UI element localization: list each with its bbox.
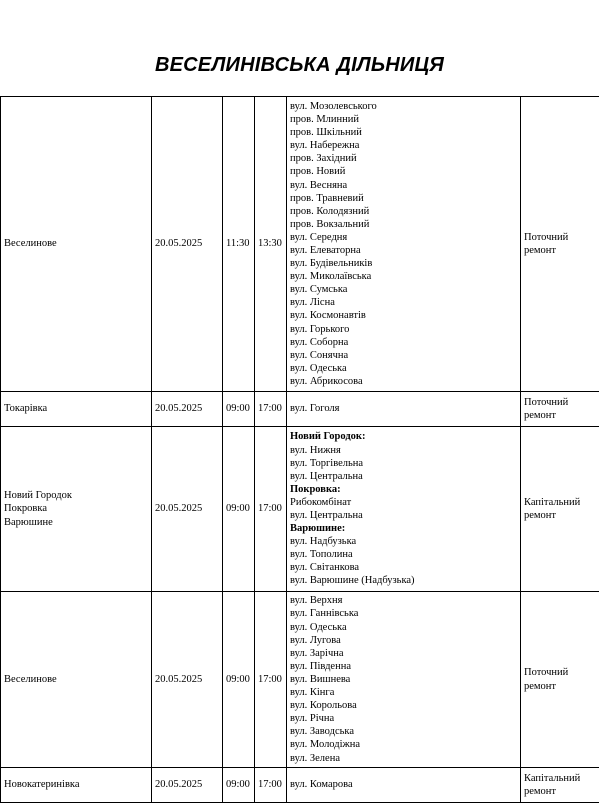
work-type-text: ремонт: [524, 409, 599, 422]
end-time-cell: 17:00: [255, 392, 287, 427]
street-name: пров. Колодязний: [290, 205, 517, 218]
work-type-text: ремонт: [524, 680, 599, 693]
settlement-name: Варюшине: [4, 516, 148, 529]
settlement-cell: [1, 768, 152, 803]
end-time-cell: 17:00: [255, 427, 287, 592]
street-name: пров. Шкільний: [290, 126, 517, 139]
street-name: вул. Комарова: [290, 778, 517, 791]
work-type-text: Поточний: [524, 231, 599, 244]
street-name: вул. Одеська: [290, 362, 517, 375]
date-cell: 20.05.2025: [152, 392, 223, 427]
start-time-cell: 09:00: [223, 427, 255, 592]
street-name: вул. Середня: [290, 231, 517, 244]
start-time-cell: 09:00: [223, 592, 255, 768]
street-group-heading: Новий Городок:: [290, 430, 517, 443]
end-time-cell: 17:00: [255, 592, 287, 768]
street-name: вул. Ганнівська: [290, 607, 517, 620]
street-name: вул. Варюшине (Надбузька): [290, 574, 517, 587]
work-type-text: Поточний: [524, 396, 599, 409]
date-cell: 20.05.2025: [152, 97, 223, 392]
street-name: вул. Сумська: [290, 283, 517, 296]
street-name: вул. Річна: [290, 712, 517, 725]
page-title: ВЕСЕЛИНІВСЬКА ДІЛЬНИЦЯ: [0, 54, 599, 77]
streets-cell: [287, 392, 521, 427]
street-name: вул. Центральна: [290, 509, 517, 522]
street-name: вул. Набережна: [290, 139, 517, 152]
streets-cell: [287, 768, 521, 803]
settlement-name: Новий Городок: [4, 489, 148, 502]
street-name: вул. Світанкова: [290, 561, 517, 574]
street-name: вул. Лугова: [290, 634, 517, 647]
street-name: вул. Весняна: [290, 179, 517, 192]
street-name: вул. Центральна: [290, 470, 517, 483]
work-type-text: Капітальний: [524, 496, 599, 509]
street-name: вул. Космонавтів: [290, 309, 517, 322]
settlement-name: Веселинове: [4, 237, 148, 250]
street-name: вул. Гоголя: [290, 402, 517, 415]
street-name: вул. Зарічна: [290, 647, 517, 660]
street-name: вул. Верхня: [290, 594, 517, 607]
street-name: вул. Заводська: [290, 725, 517, 738]
work-type-cell: [521, 97, 599, 392]
street-name: вул. Соборна: [290, 336, 517, 349]
start-time-cell: 09:00: [223, 768, 255, 803]
work-type-text: Поточний: [524, 666, 599, 679]
end-time-cell: 13:30: [255, 97, 287, 392]
work-type-cell: [521, 768, 599, 803]
work-type-cell: [521, 592, 599, 768]
street-group-heading: Покровка:: [290, 483, 517, 496]
date-cell: 20.05.2025: [152, 427, 223, 592]
settlement-cell: [1, 592, 152, 768]
street-name: вул. Будівельників: [290, 257, 517, 270]
street-name: вул. Абрикосова: [290, 375, 517, 388]
street-name: вул. Надбузька: [290, 535, 517, 548]
table-row: [1, 97, 599, 392]
table-row: [1, 392, 599, 427]
street-name: вул. Південна: [290, 660, 517, 673]
street-name: вул. Зелена: [290, 752, 517, 765]
work-type-cell: [521, 392, 599, 427]
settlement-name: Токарівка: [4, 402, 148, 415]
street-name: вул. Кінга: [290, 686, 517, 699]
street-name: вул. Сонячна: [290, 349, 517, 362]
street-name: пров. Млинний: [290, 113, 517, 126]
street-name: пров. Вокзальний: [290, 218, 517, 231]
street-name: Рибокомбінат: [290, 496, 517, 509]
work-type-text: ремонт: [524, 785, 599, 798]
street-name: вул. Горького: [290, 323, 517, 336]
settlement-name: Новокатеринівка: [4, 778, 148, 791]
street-name: вул. Мозолевського: [290, 100, 517, 113]
street-name: вул. Миколаївська: [290, 270, 517, 283]
streets-cell: [287, 427, 521, 592]
street-name: пров. Новий: [290, 165, 517, 178]
street-name: пров. Травневий: [290, 192, 517, 205]
street-group-heading: Варюшине:: [290, 522, 517, 535]
end-time-cell: 17:00: [255, 768, 287, 803]
streets-cell: [287, 592, 521, 768]
work-type-text: ремонт: [524, 244, 599, 257]
date-cell: 20.05.2025: [152, 768, 223, 803]
table-row: [1, 768, 599, 803]
street-name: вул. Молодіжна: [290, 738, 517, 751]
work-type-cell: [521, 427, 599, 592]
streets-cell: [287, 97, 521, 392]
work-type-text: Капітальний: [524, 772, 599, 785]
table-row: [1, 592, 599, 768]
settlement-name: Веселинове: [4, 673, 148, 686]
start-time-cell: 09:00: [223, 392, 255, 427]
street-name: вул. Елеваторна: [290, 244, 517, 257]
street-name: вул. Тополина: [290, 548, 517, 561]
outage-schedule-table: [0, 96, 599, 803]
street-name: пров. Західний: [290, 152, 517, 165]
street-name: вул. Вишнева: [290, 673, 517, 686]
street-name: вул. Одеська: [290, 621, 517, 634]
street-name: вул. Корольова: [290, 699, 517, 712]
settlement-name: Покровка: [4, 502, 148, 515]
start-time-cell: 11:30: [223, 97, 255, 392]
street-name: вул. Нижня: [290, 444, 517, 457]
street-name: вул. Торгівельна: [290, 457, 517, 470]
table-row: [1, 427, 599, 592]
street-name: вул. Лісна: [290, 296, 517, 309]
settlement-cell: [1, 392, 152, 427]
settlement-cell: [1, 97, 152, 392]
settlement-cell: [1, 427, 152, 592]
date-cell: 20.05.2025: [152, 592, 223, 768]
work-type-text: ремонт: [524, 509, 599, 522]
